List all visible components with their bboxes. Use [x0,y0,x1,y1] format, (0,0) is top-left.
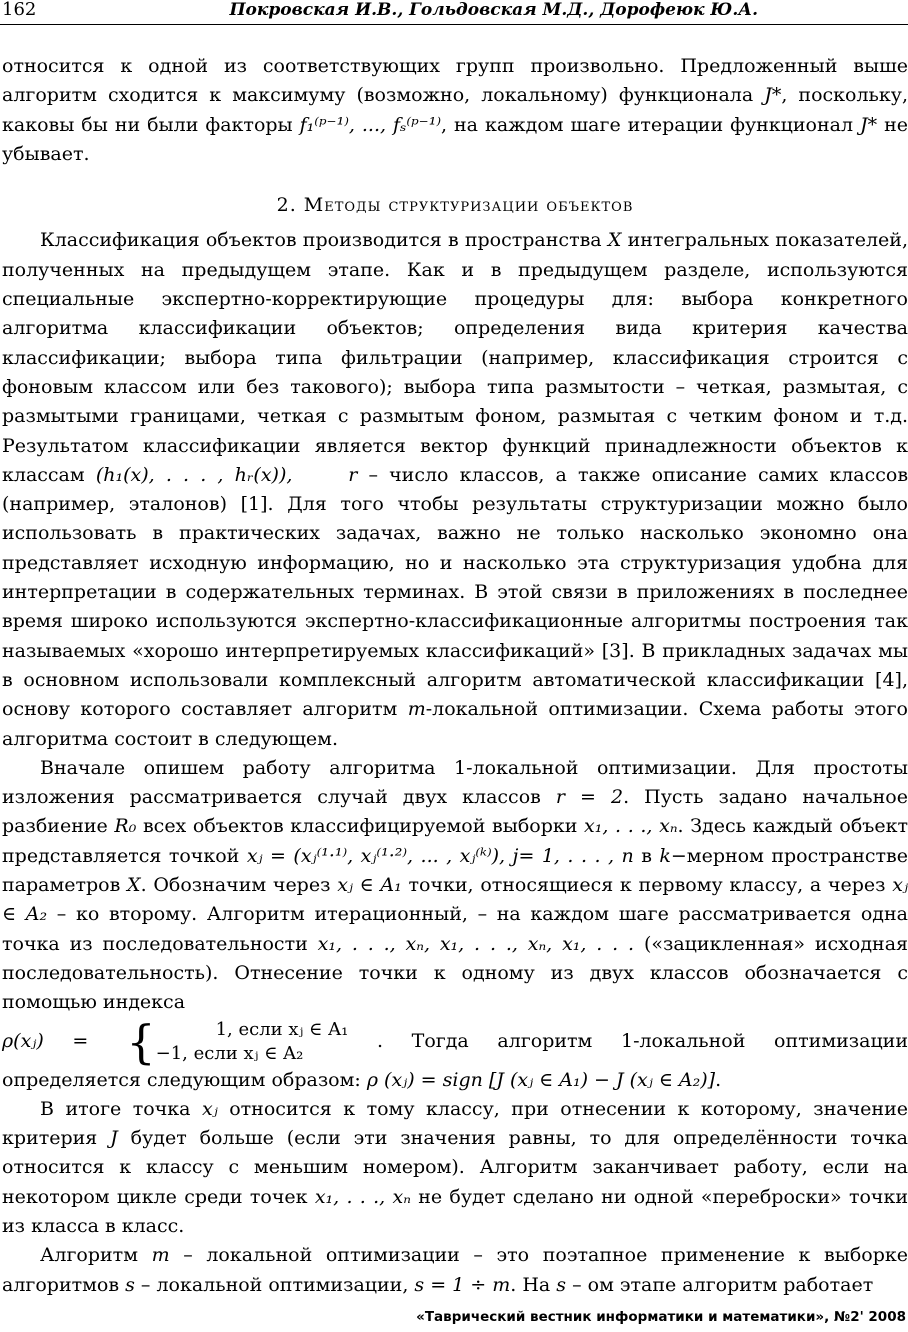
text-run [292,464,348,486]
math-inline: J* [764,84,782,107]
text-run: . Пусть задано начальное разбиение [2,786,908,838]
text-run: – локальной оптимизации – это поэтапное применение к выборке алгоритмов [2,1244,908,1296]
text-run: относится к тому классу, при отнесении к которому, значение критерия [2,1097,908,1150]
text-run: , на каждом шаге итерации функционал [441,113,861,136]
math-inline: ρ (xⱼ) = sign [J (xⱼ ∈ A₁) − J (xⱼ ∈ A₂)] [366,1068,716,1091]
text-run: -локальной оптимизации. Схема работы этого алгоритма состоит в следующем. [2,698,908,750]
text-run: . На [510,1273,557,1296]
text-run: относится к одной из соответствующих групп произвольно. Предложенный выше алгоритм сходится к максимуму (возможно, локальному) функционала [2,55,908,107]
section-heading: 2. Методы структуризации объектов [276,194,634,217]
math-inline: (h₁(x), . . . , hᵣ(x)), [95,463,293,486]
math-inline: k [659,844,671,867]
math-inline: r = 2 [555,786,624,809]
math-inline: s [556,1273,567,1296]
math-inline: R₀ [114,815,137,838]
intro-paragraph-tail [2,52,908,169]
paragraph-classification [2,226,908,753]
math-inline: J* [860,113,878,136]
text-run: не будет сделано ни одной «переброски» точки из класса в класс. [2,1185,908,1237]
case-line: −1, если xⱼ ∈ A₂ [155,1042,304,1064]
text-run: Классификация объектов производится в пространства [40,229,608,252]
text-run: точки, относящиеся к первому классу, а через [401,874,893,897]
journal-footer: «Таврический вестник информатики и математики», №2' 2008 [416,1309,906,1325]
math-inline: X [607,229,622,252]
text-run: всех объектов классифицируемой выборки [136,815,585,838]
text-run: −мерном пространстве параметров [2,844,908,897]
math-inline: s [125,1273,135,1296]
text-run: в [633,844,660,867]
text-run: Алгоритм [40,1244,152,1267]
text-run: . Обозначим через [140,874,338,897]
math-inline: xⱼ ∈ A₂ [2,874,908,926]
case-line: 1, если xⱼ ∈ A₁ [215,1018,349,1040]
math-inline: m [407,698,426,721]
text-run: . [715,1068,722,1091]
text-run: . Здесь каждый объект представляется точкой [2,815,908,867]
paragraph-one-local [2,754,908,1095]
math-inline: x₁, . . ., xₙ [314,1185,411,1208]
text-run: не убывает. [2,113,908,165]
text-run: будет больше (если эти значения равны, то для определённости точка относится к классу с меньшим номером). Алгоритм заканчивает работу, если на некотором цикле среди точек [2,1127,908,1208]
text-run: – ко второму. Алгоритм итерационный, – на каждом шаге рассматривается одна точка из последовательности [2,903,908,955]
math-inline: xⱼ [202,1097,218,1120]
math-inline: xⱼ = (xⱼ⁽¹·¹⁾, xⱼ⁽¹·²⁾, ... , xⱼ⁽ᵏ⁾), j= 1, . . . , n [246,844,634,867]
header-rule [0,24,908,25]
text-run: , поскольку, каковы бы ни были факторы [2,84,908,136]
math-inline: f₁⁽ᵖ⁻¹⁾, ..., fₛ⁽ᵖ⁻¹⁾ [299,113,441,136]
math-inline: X [127,874,141,897]
math-inline: J [110,1127,118,1150]
math-inline: xⱼ ∈ A₁ [337,874,402,897]
math-inline: x₁, . . ., xₙ, x₁, . . ., xₙ, x₁, . . . [317,932,635,955]
text-run: – число классов, а также описание самих классов (например, эталонов) [1]. Для того чтобы результаты структуризации можно было использовать в практических задачах, важно не только насколько экономно она представляет исходную информацию, но и насколько эта структуризация удобна для интерпретации в содержательных терминах. В этой связи в приложениях в последнее время широко используются экспертно-классификационные алгоритмы построения так называемых «хорошо интерпретируемых классификаций» [3]. В прикладных задачах мы в основном использовали комплексный алгоритм автоматической классификации [4], основу которого составляет алгоритм [2,463,908,721]
running-header-authors: Покровская И.В., Гольдовская М.Д., Дорофеюк Ю.А. [229,0,758,20]
text-run: – локальной оптимизации, [134,1273,415,1296]
text-run: . Тогда алгоритм 1-локальной оптимизации определяется следующим образом: [2,1029,908,1091]
left-brace: { [126,1014,156,1069]
math-inline: s = 1 ÷ m [414,1273,511,1296]
paragraph-result [2,1095,908,1241]
text-run: Вначале опишем работу алгоритма 1-локальной оптимизации. Для простоты изложения рассматривается случай двух классов [2,756,908,809]
math-inline: ρ(xⱼ) = [2,1029,89,1052]
running-header [0,0,908,26]
piecewise-cases [156,1018,349,1066]
text-run: В итоге точка [40,1097,202,1120]
math-inline: x₁, . . ., xₙ [584,815,678,838]
paragraph-m-local [2,1241,908,1300]
math-inline: m [151,1244,170,1267]
article-body [2,52,908,1300]
text-run: – ом этапе алгоритм работает [566,1273,874,1296]
text-run: интегральных показателей, полученных на предыдущем этапе. Как и в предыдущем разделе, используются специальные экспертно-корректирующие процедуры для: выбора конкретного алгоритма классификации объектов; определения вида критерия качества классификации; выбора типа фильтрации (например, классификация строится с фоновым классом или без такового); выбора типа размытости – четкая, размытая, с размытыми границами, четкая с размытым фоном, размытая с четким фоном и т.д. Результатом классификации является вектор функций принадлежности объектов к классам [2,229,908,486]
page-number: 162 [2,0,37,20]
text-run: («зацикленная» исходная последовательность). Отнесение точки к одному из двух классов обозначается с помощью индекса [2,932,908,1014]
math-inline: r [348,463,358,486]
